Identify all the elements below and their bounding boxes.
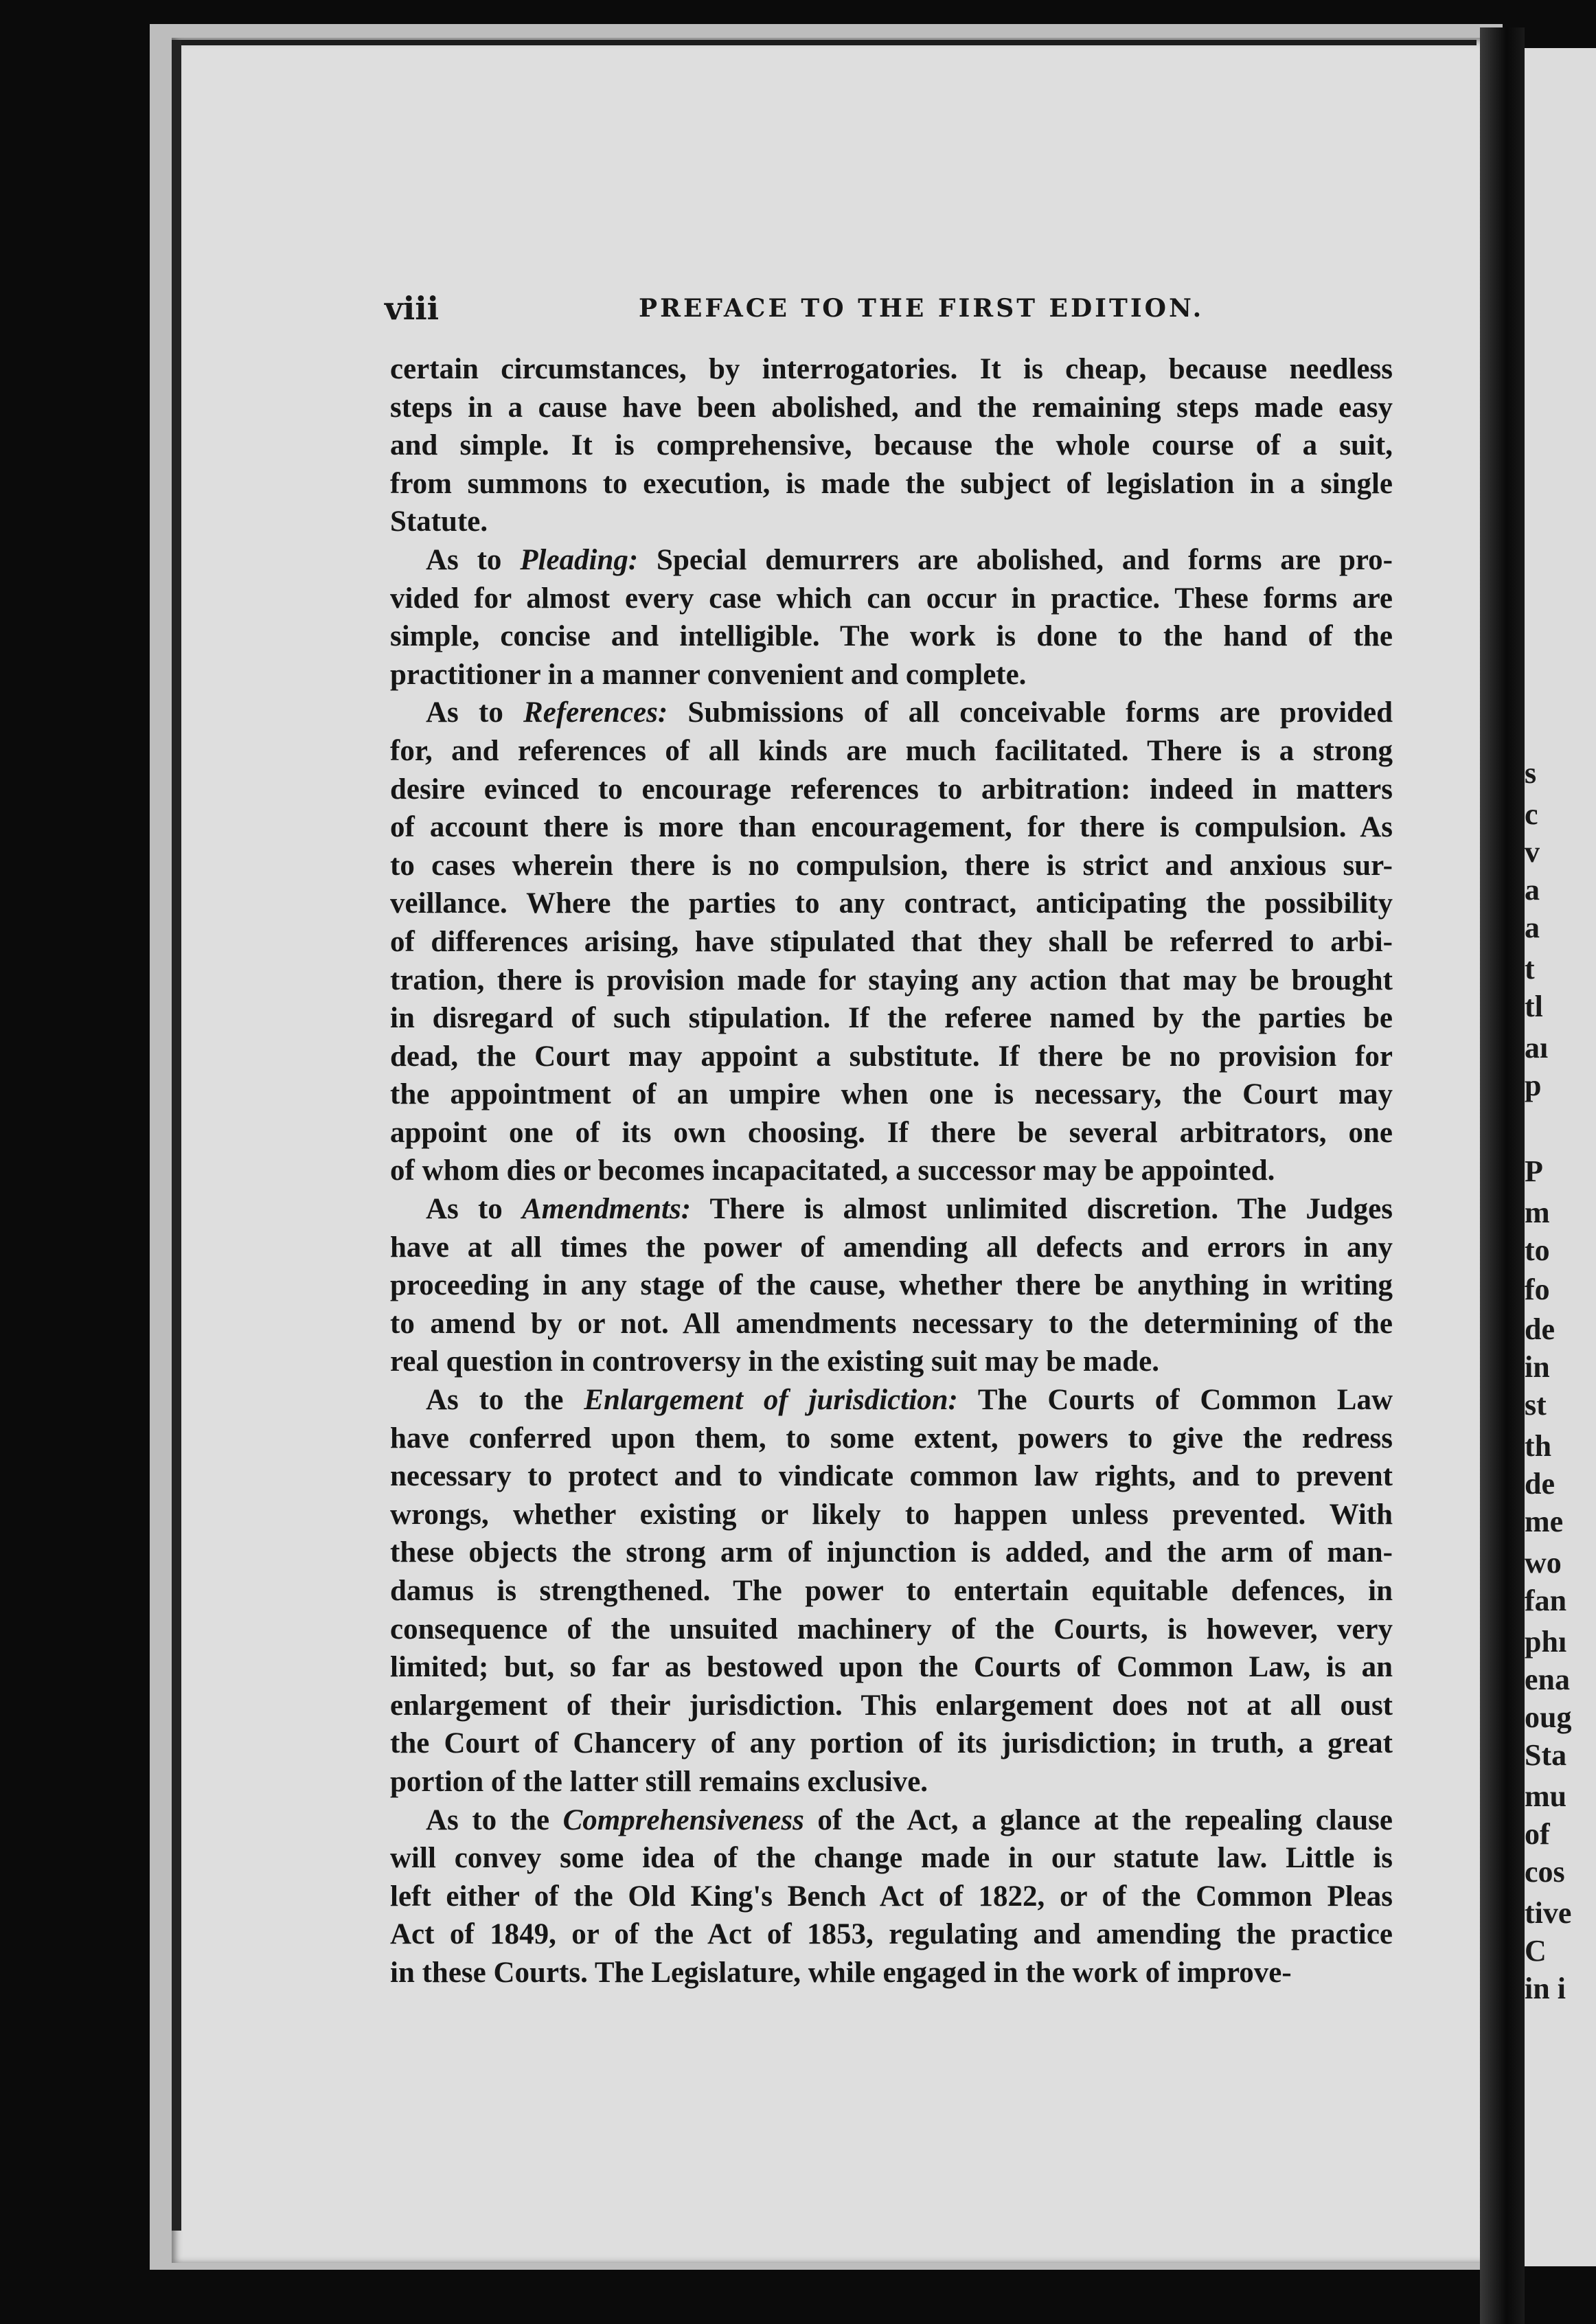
text-segment: The Courts of Common Law bbox=[957, 1384, 1393, 1417]
facing-page-edge bbox=[1525, 48, 1596, 2266]
text-line bbox=[390, 694, 1393, 732]
preface-body bbox=[390, 350, 1393, 1992]
text-segment: these objects the strong arm of injunction is added, and the arm of man- bbox=[390, 1536, 1393, 1569]
text-line bbox=[390, 389, 1393, 427]
text-segment: There is almost unlimited discretion. The Judges bbox=[691, 1193, 1393, 1226]
text-segment: and simple. It is comprehensive, because the whole course of a suit, bbox=[390, 429, 1393, 462]
text-line bbox=[390, 1190, 1393, 1229]
text-line bbox=[390, 1801, 1393, 1840]
text-line bbox=[390, 1152, 1393, 1190]
text-line bbox=[390, 1229, 1393, 1267]
facing-page-fragment: a bbox=[1525, 911, 1540, 944]
text-segment: for, and references of all kinds are much facilitated. There is a strong bbox=[390, 734, 1393, 767]
text-line bbox=[390, 1457, 1393, 1496]
text-segment: limited; but, so far as bestowed upon the Courts of Common Law, is an bbox=[390, 1651, 1393, 1684]
book-gutter bbox=[1480, 27, 1525, 2324]
text-line bbox=[390, 1305, 1393, 1343]
text-segment: have conferred upon them, to some extent, powers to give the redress bbox=[390, 1422, 1393, 1455]
text-line bbox=[390, 1878, 1393, 1916]
italic-topic: Enlargement of jurisdiction: bbox=[584, 1384, 958, 1417]
italic-topic: Amendments: bbox=[521, 1193, 692, 1226]
facing-page-fragment: aı bbox=[1525, 1031, 1549, 1064]
text-line bbox=[390, 961, 1393, 1000]
facing-page-fragments bbox=[1525, 48, 1596, 2266]
text-segment: portion of the latter still remains exclusive. bbox=[390, 1765, 928, 1798]
text-line bbox=[390, 1266, 1393, 1305]
text-segment: consequence of the unsuited machinery of the Courts, is however, very bbox=[390, 1613, 1393, 1645]
text-segment: the Court of Chancery of any portion of its jurisdiction; in truth, a great bbox=[390, 1727, 1393, 1760]
page-edge-left bbox=[172, 40, 181, 2231]
text-segment: Statute. bbox=[390, 505, 488, 538]
text-segment: in disregard of such stipulation. If the referee named by the parties be bbox=[390, 1002, 1393, 1035]
text-line bbox=[390, 656, 1393, 694]
italic-topic: Comprehensiveness bbox=[562, 1803, 804, 1836]
text-segment: As to bbox=[426, 543, 521, 576]
facing-page-fragment: mu bbox=[1525, 1779, 1567, 1813]
facing-page-fragment: to bbox=[1525, 1233, 1550, 1267]
text-line bbox=[390, 1420, 1393, 1458]
text-line bbox=[390, 1534, 1393, 1572]
italic-topic: Pleading: bbox=[520, 543, 639, 576]
facing-page-fragment: me bbox=[1525, 1505, 1564, 1538]
text-line bbox=[390, 999, 1393, 1038]
text-segment: tration, there is provision made for staying any action that may be brought bbox=[390, 964, 1393, 996]
facing-page-fragment: in bbox=[1525, 1350, 1550, 1384]
facing-page-fragment: th bbox=[1525, 1429, 1552, 1463]
text-segment: simple, concise and intelligible. The work is done to the hand of the bbox=[390, 620, 1393, 653]
text-line bbox=[390, 1075, 1393, 1114]
text-segment: dead, the Court may appoint a substitute. If there be no provision for bbox=[390, 1040, 1393, 1073]
text-segment: vided for almost every case which can occur in practice. These forms are bbox=[390, 582, 1393, 615]
running-title: PREFACE TO THE FIRST EDITION. bbox=[639, 294, 1205, 323]
text-line bbox=[390, 1343, 1393, 1381]
text-segment: the appointment of an umpire when one is necessary, the Court may bbox=[390, 1078, 1393, 1111]
facing-page-fragment: of bbox=[1525, 1817, 1550, 1851]
text-segment: of the Act, a glance at the repealing clause bbox=[803, 1803, 1393, 1836]
facing-page-fragment: cos bbox=[1525, 1855, 1565, 1889]
text-line bbox=[390, 541, 1393, 580]
text-segment: of differences arising, have stipulated that they shall be referred to arbi- bbox=[390, 925, 1393, 958]
text-segment: steps in a cause have been abolished, and the remaining steps made easy bbox=[390, 391, 1393, 424]
text-segment: desire evinced to encourage references to arbitration: indeed in matters bbox=[390, 773, 1393, 806]
facing-page-fragment: s bbox=[1525, 756, 1537, 790]
text-line bbox=[390, 732, 1393, 771]
text-line bbox=[390, 1610, 1393, 1649]
text-line bbox=[390, 617, 1393, 656]
text-segment: of account there is more than encouragement, for there is compulsion. As bbox=[390, 811, 1393, 844]
text-line bbox=[390, 1648, 1393, 1687]
text-line bbox=[390, 1038, 1393, 1076]
text-segment: As to the bbox=[426, 1384, 584, 1417]
text-segment: damus is strengthened. The power to entertain equitable defences, in bbox=[390, 1575, 1393, 1607]
text-line bbox=[390, 465, 1393, 503]
facing-page-fragment: st bbox=[1525, 1388, 1547, 1422]
text-segment: necessary to protect and to vindicate common law rights, and to prevent bbox=[390, 1460, 1393, 1493]
page-number: viii bbox=[385, 290, 440, 327]
facing-page-fragment: C bbox=[1525, 1934, 1547, 1968]
text-segment: practitioner in a manner convenient and complete. bbox=[390, 658, 1027, 691]
text-segment: in these Courts. The Legislature, while engaged in the work of improve- bbox=[390, 1956, 1292, 1989]
text-line bbox=[390, 1687, 1393, 1725]
text-line bbox=[390, 580, 1393, 618]
text-line bbox=[390, 503, 1393, 541]
text-segment: As to bbox=[426, 1193, 522, 1226]
facing-page-fragment: c bbox=[1525, 797, 1538, 831]
text-line bbox=[390, 1839, 1393, 1878]
text-segment: proceeding in any stage of the cause, whether there be anything in writing bbox=[390, 1269, 1393, 1302]
facing-page-fragment: t bbox=[1525, 952, 1535, 986]
italic-topic: References: bbox=[523, 696, 668, 729]
facing-page-fragment: v bbox=[1525, 835, 1540, 869]
facing-page-fragment: tive bbox=[1525, 1896, 1572, 1930]
text-line bbox=[390, 885, 1393, 923]
text-segment: left either of the Old King's Bench Act of 1822, or of the Common Pleas bbox=[390, 1880, 1393, 1913]
text-line bbox=[390, 350, 1393, 389]
text-line bbox=[390, 808, 1393, 847]
text-segment: As to bbox=[426, 696, 524, 729]
facing-page-fragment: de bbox=[1525, 1467, 1555, 1501]
text-segment: from summons to execution, is made the subject of legislation in a single bbox=[390, 467, 1393, 500]
text-line bbox=[390, 1114, 1393, 1152]
facing-page-fragment: p bbox=[1525, 1069, 1542, 1102]
text-segment: to cases wherein there is no compulsion, there is strict and anxious sur- bbox=[390, 849, 1393, 882]
text-line bbox=[390, 847, 1393, 885]
text-segment: Act of 1849, or of the Act of 1853, regulating and amending the practice bbox=[390, 1918, 1393, 1951]
facing-page-fragment: fo bbox=[1525, 1273, 1550, 1306]
text-line bbox=[390, 1954, 1393, 1992]
facing-page-fragment: fan bbox=[1525, 1584, 1567, 1617]
text-segment: veillance. Where the parties to any contract, anticipating the possibility bbox=[390, 887, 1393, 920]
text-segment: enlargement of their jurisdiction. This enlargement does not at all oust bbox=[390, 1689, 1393, 1722]
text-segment: appoint one of its own choosing. If there be several arbitrators, one bbox=[390, 1116, 1393, 1149]
text-segment: As to the bbox=[426, 1803, 563, 1836]
text-segment: real question in controversy in the existing suit may be made. bbox=[390, 1345, 1159, 1378]
text-segment: Submissions of all conceivable forms are provided bbox=[668, 696, 1393, 729]
facing-page-fragment: de bbox=[1525, 1312, 1555, 1346]
facing-page-fragment: oug bbox=[1525, 1700, 1572, 1734]
facing-page-fragment: phı bbox=[1525, 1625, 1567, 1659]
text-line bbox=[390, 1496, 1393, 1534]
page-edge-top bbox=[172, 40, 1477, 45]
text-segment: Special demurrers are abolished, and forms are pro- bbox=[638, 543, 1393, 576]
text-line bbox=[390, 1763, 1393, 1801]
text-line bbox=[390, 1381, 1393, 1420]
facing-page-fragment: Sta bbox=[1525, 1738, 1567, 1772]
text-segment: have at all times the power of amending all defects and errors in any bbox=[390, 1231, 1393, 1264]
text-segment: wrongs, whether existing or likely to happen unless prevented. With bbox=[390, 1498, 1393, 1531]
facing-page-fragment: m bbox=[1525, 1196, 1550, 1229]
text-line bbox=[390, 1572, 1393, 1610]
facing-page-fragment: tl bbox=[1525, 990, 1543, 1023]
facing-page-fragment: in i bbox=[1525, 1972, 1566, 2005]
text-line bbox=[390, 426, 1393, 465]
facing-page-fragment: a bbox=[1525, 873, 1540, 907]
text-segment: of whom dies or becomes incapacitated, a successor may be appointed. bbox=[390, 1154, 1275, 1187]
text-segment: to amend by or not. All amendments necessary to the determining of the bbox=[390, 1307, 1393, 1340]
facing-page-fragment: wo bbox=[1525, 1546, 1562, 1580]
facing-page-fragment: ena bbox=[1525, 1663, 1570, 1696]
text-line bbox=[390, 1915, 1393, 1954]
text-segment: will convey some idea of the change made in our statute law. Little is bbox=[390, 1842, 1393, 1875]
text-line bbox=[390, 1724, 1393, 1763]
text-line bbox=[390, 923, 1393, 961]
running-head bbox=[385, 290, 1401, 331]
text-segment: certain circumstances, by interrogatories. It is cheap, because needless bbox=[390, 353, 1393, 385]
facing-page-fragment: P bbox=[1525, 1154, 1543, 1188]
text-line bbox=[390, 771, 1393, 809]
